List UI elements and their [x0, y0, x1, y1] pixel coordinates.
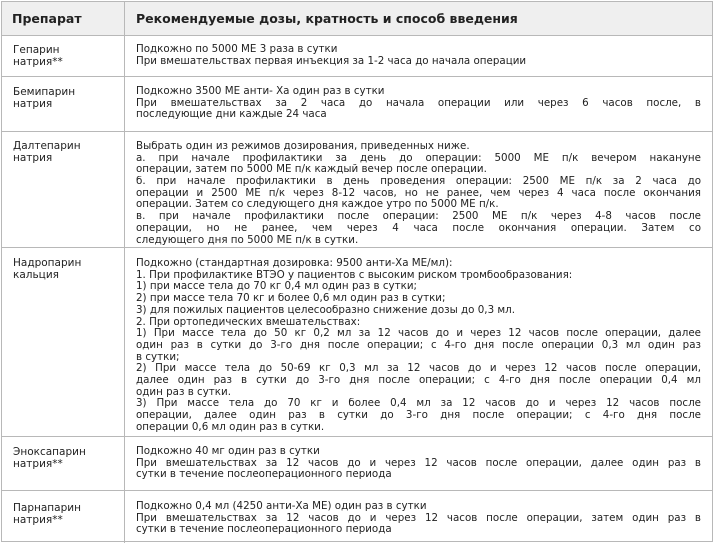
drug-name: Гепарин натрия** [13, 44, 63, 68]
table-header [2, 2, 712, 35]
header-drug-label: Препарат [12, 11, 82, 26]
table-row [2, 436, 712, 490]
dosage-line: операции, далее один раз в сутки до 3-го дня после операции; с 4-го дня после [136, 410, 701, 422]
dosage-line: последующие дни каждые 24 часа [136, 109, 327, 121]
dosage-line: б. при начале профилактики в день проведения операции: 2500 МЕ п/к за 2 часа до [136, 176, 701, 188]
drug-cell [2, 132, 125, 247]
dosage-text [136, 446, 701, 481]
dosage-line: сутки в течение послеоперационного периода [136, 469, 392, 481]
header-cell-dosage [125, 2, 712, 35]
dosage-cell [125, 437, 712, 490]
drug-cell [2, 77, 125, 131]
dosage-line: При вмешательствах за 12 часов до и через 12 часов после операции, затем один раз в [136, 512, 701, 524]
dosage-line: операции и 2500 МЕ п/к через 8-12 часов, но не ранее, чем через 4 часа после окончания [136, 187, 701, 199]
dosage-line: один раз в сутки до 3-го дня после операции; с 4-го дня после операции 0,3 мл один раз [136, 339, 701, 351]
dosage-line: один раз в сутки. [136, 386, 231, 398]
table-row [2, 76, 712, 131]
dosage-line: операции. Затем со следующего дня каждое утро по 5000 МЕ п/к. [136, 199, 499, 211]
dosage-line: Подкожно 0,4 мл (4250 анти-Ха МЕ) один раз в сутки [136, 501, 427, 512]
dosage-line: При вмешательствах первая инъекция за 1-2 часа до начала операции [136, 55, 527, 67]
dosage-line: операции, затем по 5000 МЕ п/к каждый вечер после операции. [136, 164, 487, 176]
dosage-line: а. при начале профилактики за день до операции: 5000 МЕ п/к вечером накануне [136, 152, 701, 164]
dosage-text [136, 44, 701, 67]
dosage-line: Подкожно (стандартная дозировка: 9500 анти-Ха МЕ/мл): [136, 258, 453, 269]
dosage-cell [125, 248, 712, 436]
drug-name: Парнапарин натрия** [13, 502, 81, 526]
dosage-line: 3) При массе тела до 70 кг и более 0,4 мл за 12 часов до и через 12 часов после [136, 398, 701, 410]
table-row [2, 490, 712, 543]
dosage-line: следующего дня по 5000 МЕ п/к в сутки. [136, 234, 359, 246]
dosage-line: 2. При ортопедических вмешательствах: [136, 316, 361, 328]
dosage-text [136, 141, 701, 246]
dosage-line: При вмешательствах за 2 часа до начала операции или через 6 часов после, в [136, 97, 701, 109]
dosage-text [136, 258, 701, 433]
dosage-line: 2) при массе тела 70 кг и более 0,6 мл один раз в сутки; [136, 293, 446, 305]
table-row [2, 131, 712, 247]
dosage-line: далее один раз в сутки до 3-го дня после операции; с 4-го дня после операции 0,4 мл [136, 374, 701, 386]
dosage-cell [125, 491, 712, 543]
dosage-line: 3) для пожилых пациентов целесообразно снижение дозы до 0,3 мл. [136, 304, 516, 316]
drug-cell [2, 36, 125, 76]
dosage-cell [125, 132, 712, 247]
dosage-line: в. при начале профилактики после операции: 2500 МЕ п/к через 4-8 часов после [136, 211, 701, 223]
dosage-line: Подкожно 40 мг один раз в сутки [136, 446, 320, 457]
drug-cell [2, 437, 125, 490]
drug-name: Эноксапарин натрия** [13, 446, 86, 470]
dosage-text [136, 86, 701, 121]
drug-name: Надропарин кальция [13, 257, 82, 281]
dosage-line: При вмешательствах за 12 часов до и через 12 часов после операции, далее один раз в [136, 457, 701, 469]
dosage-cell [125, 36, 712, 76]
dosage-line: 1) при массе тела до 70 кг 0,4 мл один раз в сутки; [136, 281, 418, 293]
dosage-line: 1. При профилактике ВТЭО у пациентов с высоким риском тромбообразования: [136, 269, 573, 281]
table-row [2, 247, 712, 436]
dosage-line: сутки в течение послеоперационного периода [136, 524, 392, 536]
dosage-line: Подкожно 3500 МЕ анти- Ха один раз в сутки [136, 86, 385, 97]
dosage-line: 2) При массе тела до 50-69 кг 0,3 мл за 12 часов до и через 12 часов после операции, [136, 363, 701, 375]
dosage-line: операции, но не ранее, чем через 4 часа после окончания операции. Затем со [136, 222, 701, 234]
header-dosage-label: Рекомендуемые дозы, кратность и способ введения [136, 11, 518, 26]
dosage-text [136, 501, 701, 536]
dosage-line: 1) При массе тела до 50 кг 0,2 мл за 12 часов до и через 12 часов после операции, далее [136, 328, 701, 340]
dosage-line: в сутки; [136, 351, 180, 363]
drug-name: Далтепарин натрия [13, 140, 81, 164]
drug-cell [2, 248, 125, 436]
drug-cell [2, 491, 125, 543]
dosage-line: Выбрать один из режимов дозирования, приведенных ниже. [136, 141, 470, 152]
header-cell-drug [2, 2, 125, 35]
dosage-table [1, 1, 713, 542]
table-row [2, 35, 712, 76]
drug-name: Бемипарин натрия [13, 86, 76, 110]
dosage-line: операции 0,6 мл один раз в сутки. [136, 421, 325, 433]
dosage-cell [125, 77, 712, 131]
dosage-line: Подкожно по 5000 МЕ 3 раза в сутки [136, 44, 338, 55]
